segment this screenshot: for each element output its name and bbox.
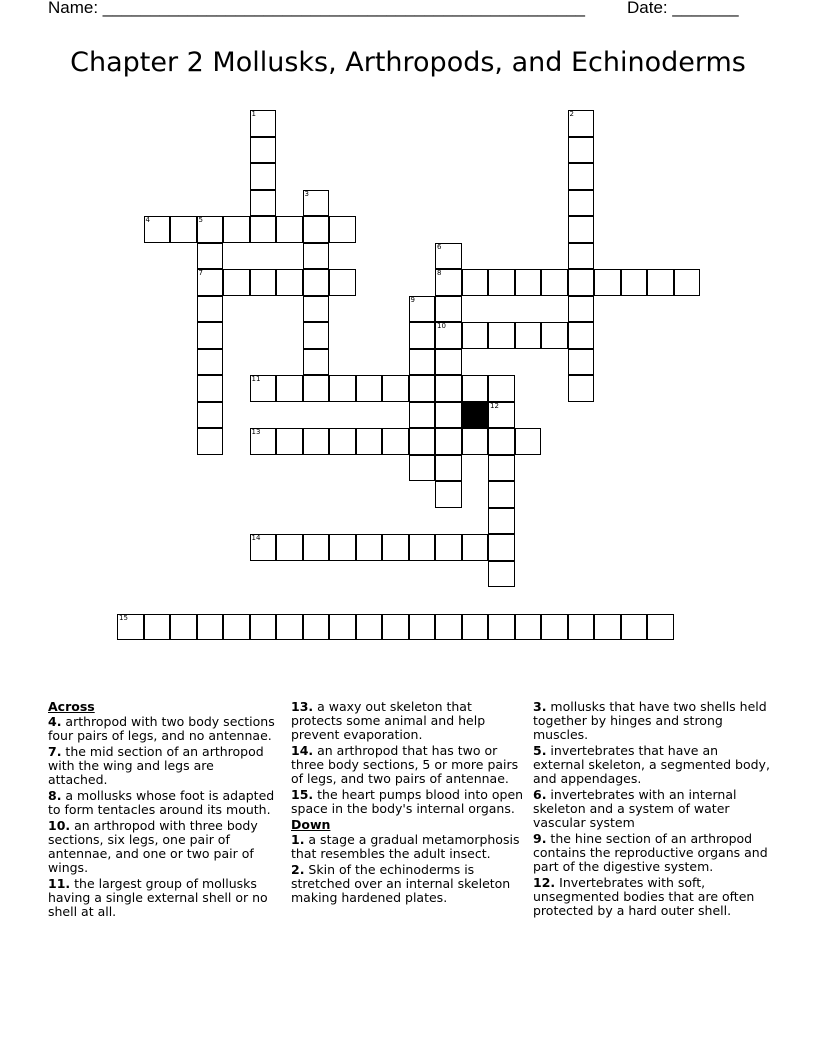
crossword-cell[interactable]: [409, 402, 436, 429]
crossword-cell[interactable]: [303, 614, 330, 641]
clue-down-1: [291, 833, 525, 861]
clue-text: the hine section of an arthropod contains the reproductive organs and part of the digestive system.: [533, 831, 768, 874]
crossword-cell[interactable]: [515, 322, 542, 349]
crossword-cell[interactable]: [303, 296, 330, 323]
crossword-cell[interactable]: [276, 534, 303, 561]
crossword-cell[interactable]: [250, 269, 277, 296]
clue-text: invertebrates with an internal skeleton and a system of water vascular system: [533, 787, 737, 830]
cell-number: 5: [198, 216, 203, 224]
clue-down-3: [533, 700, 773, 742]
crossword-cell[interactable]: [303, 243, 330, 270]
crossword-cell[interactable]: [488, 402, 515, 429]
crossword-cell[interactable]: [488, 561, 515, 588]
crossword-cell[interactable]: [197, 296, 224, 323]
crossword-cell[interactable]: [250, 110, 277, 137]
crossword-cell[interactable]: [515, 269, 542, 296]
blocked-cell: [462, 402, 489, 429]
crossword-cell[interactable]: [488, 428, 515, 455]
clue-down-9: [533, 832, 773, 874]
clue-text: a waxy out skeleton that protects some animal and help prevent evaporation.: [291, 699, 486, 742]
clue-across-8: [48, 789, 276, 817]
clue-down-5: [533, 744, 773, 786]
clue-number: 8.: [48, 788, 62, 803]
clue-text: an arthropod with three body sections, six legs, one pair of antennae, and one or two pair of wings.: [48, 818, 258, 875]
crossword-cell[interactable]: [488, 269, 515, 296]
cell-number: 4: [145, 216, 150, 224]
crossword-cell[interactable]: [409, 428, 436, 455]
crossword-cell[interactable]: [197, 402, 224, 429]
clues-column-2: [291, 700, 525, 907]
crossword-cell[interactable]: [488, 455, 515, 482]
clue-text: Invertebrates with soft, unsegmented bodies that are often protected by a hard outer shell.: [533, 875, 755, 918]
crossword-cell[interactable]: [250, 137, 277, 164]
clue-across-11: [48, 877, 276, 919]
crossword-cell[interactable]: [329, 269, 356, 296]
crossword-cell[interactable]: [250, 534, 277, 561]
cell-number: 14: [251, 534, 261, 542]
crossword-cell[interactable]: [435, 243, 462, 270]
clue-across-14: [291, 744, 525, 786]
crossword-cell[interactable]: [568, 375, 595, 402]
cell-number: 1: [251, 110, 256, 118]
clue-number: 7.: [48, 744, 62, 759]
crossword-cell[interactable]: [568, 349, 595, 376]
cell-number: 11: [251, 375, 261, 383]
crossword-cell[interactable]: [197, 349, 224, 376]
clue-number: 6.: [533, 787, 547, 802]
down-heading: Down: [291, 817, 331, 832]
crossword-cell[interactable]: [197, 216, 224, 243]
crossword-cell[interactable]: [568, 614, 595, 641]
cell-number: 6: [437, 242, 442, 251]
crossword-cell[interactable]: [303, 216, 330, 243]
crossword-cell[interactable]: [674, 269, 701, 296]
crossword-cell[interactable]: [515, 614, 542, 641]
clue-number: 9.: [533, 831, 547, 846]
crossword-cell[interactable]: [197, 269, 224, 296]
clue-across-4: [48, 715, 276, 743]
crossword-cell[interactable]: [250, 216, 277, 243]
crossword-cell[interactable]: [409, 455, 436, 482]
crossword-cell[interactable]: [488, 508, 515, 535]
crossword-cell[interactable]: [197, 243, 224, 270]
crossword-cell[interactable]: [409, 534, 436, 561]
clue-down-12: [533, 876, 773, 918]
crossword-cell[interactable]: [223, 269, 250, 296]
cell-number: 15: [119, 613, 128, 622]
crossword-cell[interactable]: [250, 375, 277, 402]
cell-number: 10: [437, 322, 446, 330]
clue-number: 2.: [291, 862, 305, 877]
crossword-cell[interactable]: [250, 163, 277, 190]
crossword-cell[interactable]: [435, 349, 462, 376]
crossword-cell[interactable]: [435, 481, 462, 508]
cell-number: 7: [198, 269, 203, 277]
crossword-cell[interactable]: [435, 428, 462, 455]
crossword-cell[interactable]: [621, 269, 648, 296]
crossword-cell[interactable]: [541, 614, 568, 641]
clue-down-2: [291, 863, 525, 905]
crossword-cell[interactable]: [276, 428, 303, 455]
crossword-cell[interactable]: [276, 375, 303, 402]
crossword-cell[interactable]: [117, 614, 144, 641]
crossword-cell[interactable]: [462, 428, 489, 455]
crossword-cell[interactable]: [329, 375, 356, 402]
crossword-cell[interactable]: [329, 614, 356, 641]
crossword-cell[interactable]: [250, 614, 277, 641]
crossword-cell[interactable]: [144, 614, 171, 641]
cell-number: 13: [251, 428, 261, 436]
clue-number: 1.: [291, 832, 305, 847]
crossword-cell[interactable]: [197, 322, 224, 349]
clue-across-10: [48, 819, 276, 875]
crossword-cell[interactable]: [568, 137, 595, 164]
clue-text: arthropod with two body sections four pairs of legs, and no antennae.: [48, 714, 275, 743]
crossword-cell[interactable]: [356, 614, 383, 641]
crossword-cell[interactable]: [276, 269, 303, 296]
crossword-cell[interactable]: [356, 375, 383, 402]
cell-number: 2: [569, 110, 574, 118]
crossword-cell[interactable]: [568, 190, 595, 217]
crossword-cell[interactable]: [329, 216, 356, 243]
clue-number: 5.: [533, 743, 547, 758]
crossword-cell[interactable]: [462, 269, 489, 296]
crossword-cell[interactable]: [303, 428, 330, 455]
crossword-cell[interactable]: [462, 614, 489, 641]
crossword-cell[interactable]: [382, 375, 409, 402]
crossword-cell[interactable]: [409, 322, 436, 349]
crossword-cell[interactable]: [409, 296, 436, 323]
crossword-cell[interactable]: [647, 614, 674, 641]
clue-text: the largest group of mollusks having a single external shell or no shell at all.: [48, 876, 268, 919]
clue-number: 4.: [48, 714, 62, 729]
crossword-cell[interactable]: [303, 534, 330, 561]
clue-number: 14.: [291, 743, 314, 758]
date-field-label: Date: _______: [627, 0, 739, 17]
clue-text: the heart pumps blood into open space in the body's internal organs.: [291, 787, 524, 816]
crossword-cell[interactable]: [303, 322, 330, 349]
clue-text: a mollusks whose foot is adapted to form tentacles around its mouth.: [48, 788, 275, 817]
crossword-cell[interactable]: [356, 534, 383, 561]
crossword-cell[interactable]: [197, 614, 224, 641]
crossword-cell[interactable]: [462, 375, 489, 402]
crossword-cell[interactable]: [197, 428, 224, 455]
crossword-cell[interactable]: [568, 216, 595, 243]
crossword-cell[interactable]: [568, 243, 595, 270]
clue-text: a stage a gradual metamorphosis that resembles the adult insect.: [291, 832, 520, 861]
crossword-cell[interactable]: [276, 614, 303, 641]
clue-number: 3.: [533, 699, 547, 714]
crossword-cell[interactable]: [223, 614, 250, 641]
crossword-cell[interactable]: [250, 428, 277, 455]
crossword-cell[interactable]: [462, 322, 489, 349]
clue-number: 13.: [291, 699, 314, 714]
clues-column-3: [533, 700, 773, 920]
crossword-cell[interactable]: [488, 375, 515, 402]
crossword-cell[interactable]: [568, 269, 595, 296]
crossword-cell[interactable]: [303, 269, 330, 296]
crossword-cell[interactable]: [541, 269, 568, 296]
crossword-cell[interactable]: [515, 428, 542, 455]
crossword-cell[interactable]: [382, 534, 409, 561]
clue-number: 10.: [48, 818, 71, 833]
crossword-cell[interactable]: [435, 269, 462, 296]
clue-text: an arthropod that has two or three body sections, 5 or more pairs of legs, and two pairs of antennae.: [291, 743, 519, 786]
clue-across-15: [291, 788, 525, 816]
clue-text: mollusks that have two shells held together by hinges and strong muscles.: [533, 699, 767, 742]
cell-number: 12: [490, 401, 499, 410]
crossword-cell[interactable]: [435, 614, 462, 641]
crossword-cell[interactable]: [488, 534, 515, 561]
crossword-cell[interactable]: [170, 216, 197, 243]
crossword-cell[interactable]: [568, 322, 595, 349]
clue-number: 11.: [48, 876, 71, 891]
crossword-cell[interactable]: [594, 614, 621, 641]
clue-across-7: [48, 745, 276, 787]
crossword-cell[interactable]: [488, 481, 515, 508]
crossword-cell[interactable]: [541, 322, 568, 349]
crossword-cell[interactable]: [594, 269, 621, 296]
name-field-label: Name: ___________________________________________________: [48, 0, 585, 17]
crossword-cell[interactable]: [223, 216, 250, 243]
crossword-cell[interactable]: [568, 163, 595, 190]
clue-down-6: [533, 788, 773, 830]
crossword-cell[interactable]: [250, 190, 277, 217]
clue-number: 15.: [291, 787, 314, 802]
clue-text: Skin of the echinoderms is stretched over an internal skeleton making hardened plates.: [291, 862, 511, 905]
crossword-cell[interactable]: [303, 349, 330, 376]
crossword-cell[interactable]: [435, 455, 462, 482]
page-title: Chapter 2 Mollusks, Arthropods, and Echinoderms: [70, 47, 746, 78]
crossword-cell[interactable]: [568, 296, 595, 323]
crossword-cell[interactable]: [462, 534, 489, 561]
crossword-cell[interactable]: [435, 375, 462, 402]
crossword-cell[interactable]: [435, 402, 462, 429]
cell-number: 8: [437, 269, 442, 277]
crossword-cell[interactable]: [435, 534, 462, 561]
crossword-cell[interactable]: [621, 614, 648, 641]
clues-column-1: [48, 700, 276, 921]
crossword-cell[interactable]: [303, 375, 330, 402]
crossword-cell[interactable]: [144, 216, 171, 243]
clue-across-13: [291, 700, 525, 742]
crossword-cell[interactable]: [303, 190, 330, 217]
crossword-cell[interactable]: [409, 614, 436, 641]
crossword-cell[interactable]: [356, 428, 383, 455]
across-heading: Across: [48, 699, 95, 714]
cell-number: 9: [410, 295, 415, 304]
clue-number: 12.: [533, 875, 556, 890]
crossword-cell[interactable]: [435, 296, 462, 323]
crossword-cell[interactable]: [647, 269, 674, 296]
cell-number: 3: [304, 189, 309, 198]
crossword-cell[interactable]: [488, 614, 515, 641]
crossword-cell[interactable]: [329, 428, 356, 455]
crossword-cell[interactable]: [382, 614, 409, 641]
crossword-cell[interactable]: [409, 375, 436, 402]
crossword-cell[interactable]: [197, 375, 224, 402]
crossword-cell[interactable]: [488, 322, 515, 349]
clue-text: the mid section of an arthropod with the wing and legs are attached.: [48, 744, 264, 787]
crossword-cell[interactable]: [382, 428, 409, 455]
crossword-cell[interactable]: [170, 614, 197, 641]
crossword-cell[interactable]: [409, 349, 436, 376]
crossword-cell[interactable]: [276, 216, 303, 243]
crossword-cell[interactable]: [435, 322, 462, 349]
crossword-cell[interactable]: [329, 534, 356, 561]
crossword-cell[interactable]: [568, 110, 595, 137]
clue-text: invertebrates that have an external skeleton, a segmented body, and appendages.: [533, 743, 770, 786]
